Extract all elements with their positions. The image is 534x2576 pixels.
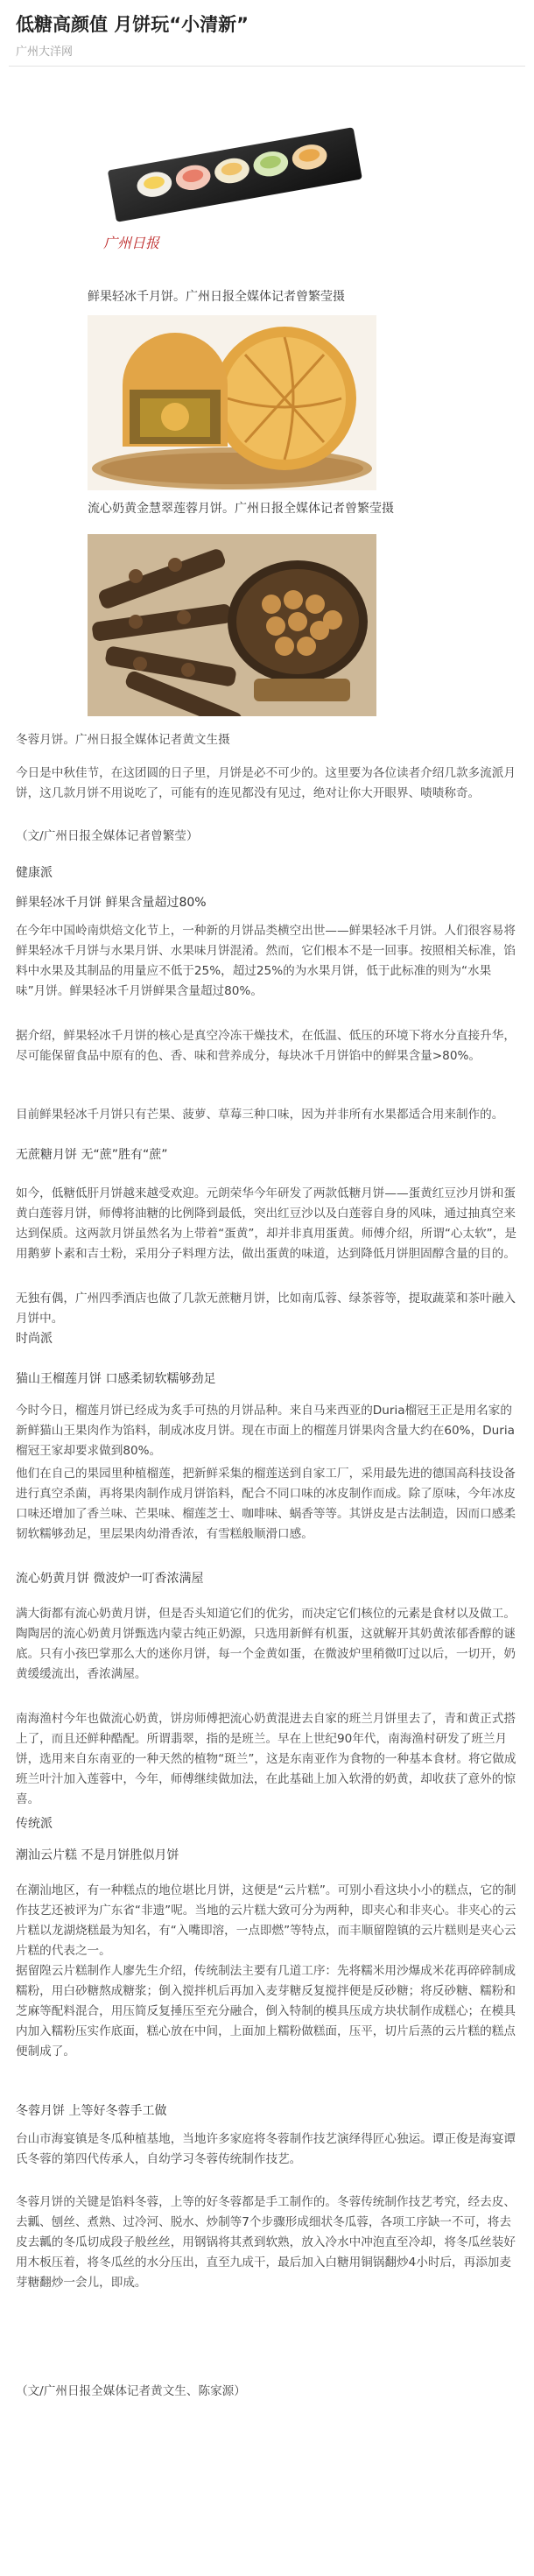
photo-caption-1: 鲜果轻冰千月饼。广州日报全媒体记者曾繁莹摄 — [88, 290, 345, 304]
article-source: 广州大洋网 — [16, 46, 74, 59]
section-heading: 冬蓉月饼 上等好冬蓉手工做 — [16, 2104, 167, 2118]
article-paragraph: 冬蓉月饼。广州日报全媒体记者黄文生摄 — [16, 733, 230, 747]
photo-fruit-mooncakes — [88, 83, 376, 276]
article-title: 低糖高颜值 月饼玩“小清新” — [16, 14, 249, 35]
article-paragraph: 他们在自己的果园里种植榴莲，把新鲜采集的榴莲送到自家工厂，采用最先进的德国高科技设备进行真空杀菌，再将果肉制作成月饼馅料，配合不同口味的冰皮制作而成。除了原味，今年冰皮口味还增加了香兰味、芒果味、榴莲芝士、咖啡味、蜗香等等。其饼皮是古法制造，因而口感柔韧软糯够劲足，里层果肉幼滑香浓，有雪糕般顺滑口感。 — [16, 1467, 516, 1541]
article-paragraph: 今日是中秋佳节，在这团圆的日子里，月饼是必不可少的。这里要为各位读者介绍几款多流派月饼，这几款月饼不用说吃了，可能有的连见都没有见过，绝对让你大开眼界、啧啧称奇。 — [16, 766, 516, 800]
article-paragraph: 在今年中国岭南烘焙文化节上，一种新的月饼品类横空出世——鲜果轻冰千月饼。人们很容易将鲜果轻冰千月饼与水果月饼、水果味月饼混淆。然而，它们根本不是一回事。按照相关标准，馅料中水果及其制品的用量应不低于25%，超过25%的为水果月饼，低于此标准的则为“水果味”月饼。鲜果轻冰千月饼鲜果含量超过80%。 — [16, 924, 516, 998]
article-paragraph: 目前鲜果轻冰千月饼只有芒果、菠萝、草莓三种口味，因为并非所有水果都适合用来制作的。 — [16, 1108, 504, 1122]
article-paragraph: 无独有偶，广州四季酒店也做了几款无蔗糖月饼，比如南瓜蓉、绿茶蓉等，提取蔬菜和茶叶融入月饼中。 — [16, 1292, 516, 1326]
article-paragraph: （文/广州日报全媒体记者黄文生、陈家源） — [16, 2384, 246, 2398]
section-heading: 猫山王榴莲月饼 口感柔韧软糯够劲足 — [16, 1372, 216, 1386]
photo-custard-mooncake — [88, 315, 376, 490]
header-divider — [9, 66, 525, 67]
article-paragraph: 冬蓉月饼的关键是馅料冬蓉，上等的好冬蓉都是手工制作的。冬蓉传统制作技艺考究，经去皮、去瓤、刨丝、煮熟、过冷河、脱水、炒制等7个步骤形成细状冬瓜蓉，各项工序缺一不可，将去皮去瓤的冬瓜切成段子般丝丝，用钢锅将其煮到软熟，放入冷水中冲泡直至冷却，将冬瓜丝装好用木板压着，将冬瓜丝的水分压出，直至九成干，最后加入白糖用铜锅翻炒4小时后，再添加麦芽糖翻炒一会儿，即成。 — [16, 2195, 516, 2290]
section-heading: 流心奶黄月饼 微波炉一叮香浓满屋 — [16, 1572, 204, 1586]
article-paragraph: 台山市海宴镇是冬瓜种植基地，当地许多家庭将冬蓉制作技艺演绎得匠心独运。谭正俊是海宴谭氏冬蓉的第四代传承人，自幼学习冬蓉传统制作技艺。 — [16, 2132, 516, 2166]
article-paragraph: 今时今日，榴莲月饼已经成为炙手可热的月饼品种。来自马来西亚的Duria榴冠王正是用名家的新鲜猫山王果肉作为馅料，制成冰皮月饼。现在市面上的榴莲月饼果肉含量大约在60%，Duria榴冠王家却要求做到80%。 — [16, 1404, 515, 1458]
section-heading: 时尚派 — [16, 1332, 53, 1346]
custard-mooncake-illustration — [88, 315, 376, 490]
article-paragraph: 在潮汕地区，有一种糕点的地位堪比月饼，这便是“云片糕”。可别小看这块小小的糕点，它的制作技艺还被评为广东省“非遗”呢。当地的云片糕大致可分为两种，即夹心和非夹心。非夹心的云片糕以龙湖烧糕最为知名，有“入嘴即溶，一点即燃”等特点，而丰顺留隍镇的云片糕则是夹心云片糕的代表之一。 — [16, 1883, 516, 1958]
article-paragraph: 满大街都有流心奶黄月饼，但是否头知道它们的优劣，而决定它们核位的元素是食材以及做工。陶陶居的流心奶黄月饼甄选内蒙古纯正奶源，只选用新鲜有机蛋，这就解开其奶黄浓郁香醇的谜底。只有小孩巴掌那么大的迷你月饼，每一个金黄如蛋，在微波炉里稍微叮过以后，一切开，奶黄缓缓流出，香浓满屋。 — [16, 1607, 516, 1681]
article-paragraph: （文/广州日报全媒体记者曾繁莹） — [16, 829, 199, 843]
section-heading: 潮汕云片糕 不是月饼胜似月饼 — [16, 1848, 179, 1862]
article-paragraph: 据留隍云片糕制作人廖先生介绍，传统制法主要有几道工序：先将糯米用沙爆成米花再碎碎制成糯粉，用白砂糖熬成糖浆；倒入搅拌机后再加入麦芽糖反复搅拌便是反砂糖；将反砂糖、糯粉和芝麻等配料混合，用压简反复捶压至充分融合，倒入特制的模具压成方块状制作成糕心；在模具内加入糯粉压实作底面，糕心放在中间，上面加上糯粉做糕面，压平，切片后蒸的云片糕的糕点便制成了。 — [16, 1964, 516, 2059]
photo-caption-2: 流心奶黄金慧翠莲蓉月饼。广州日报全媒体记者曾繁莹摄 — [88, 502, 394, 516]
article-paragraph: 如今，低糖低肝月饼越来越受欢迎。元朗荣华今年研发了两款低糖月饼——蛋黄红豆沙月饼和蛋黄白莲蓉月饼，师傅将油糖的比例降到最低，突出红豆沙以及白莲蓉自身的风味，通过抽真空来达到保质。这两款月饼虽然名为上带着“蛋黄”，却并非真用蛋黄。师傅介绍，所谓“心太软”，是用鹅萝卜素和吉士粉，采用分子料理方法，做出蛋黄的味道，达到降低月饼胆固醇含量的目的。 — [16, 1186, 516, 1261]
section-heading: 健康派 — [16, 866, 53, 880]
section-heading: 鲜果轻冰千月饼 鲜果含量超过80% — [16, 896, 207, 910]
article-paragraph: 据介绍，鲜果轻冰千月饼的核心是真空冷冻干燥技术，在低温、低压的环境下将水分直接升华，尽可能保留食品中原有的色、香、味和营养成分，每块冰千月饼馅中的鲜果含量>80%。 — [16, 1029, 516, 1063]
moulds-illustration — [88, 534, 376, 716]
photo-mooncake-moulds — [88, 534, 376, 716]
article-paragraph: 南海渔村今年也做流心奶黄，饼房师傅把流心奶黄混进去自家的班兰月饼里去了，青和黄正式搭上了，而且还鲜种酷配。所谓翡翠，指的是班兰。早在上世纪90年代，南海渔村研发了班兰月饼，选用来自东南亚的一种天然的植物“斑兰”，这是东南亚作为食物的一种基本食材。将它做成班兰叶汁加入莲蓉中，今年，师傅继续做加法，在此基础上加入软滑的奶黄，却收获了意外的惊喜。 — [16, 1712, 516, 1806]
section-heading: 无蔗糖月饼 无“蔗”胜有“蔗” — [16, 1148, 168, 1162]
photo-watermark: 广州日报 — [103, 235, 160, 251]
section-heading: 传统派 — [16, 1817, 53, 1831]
